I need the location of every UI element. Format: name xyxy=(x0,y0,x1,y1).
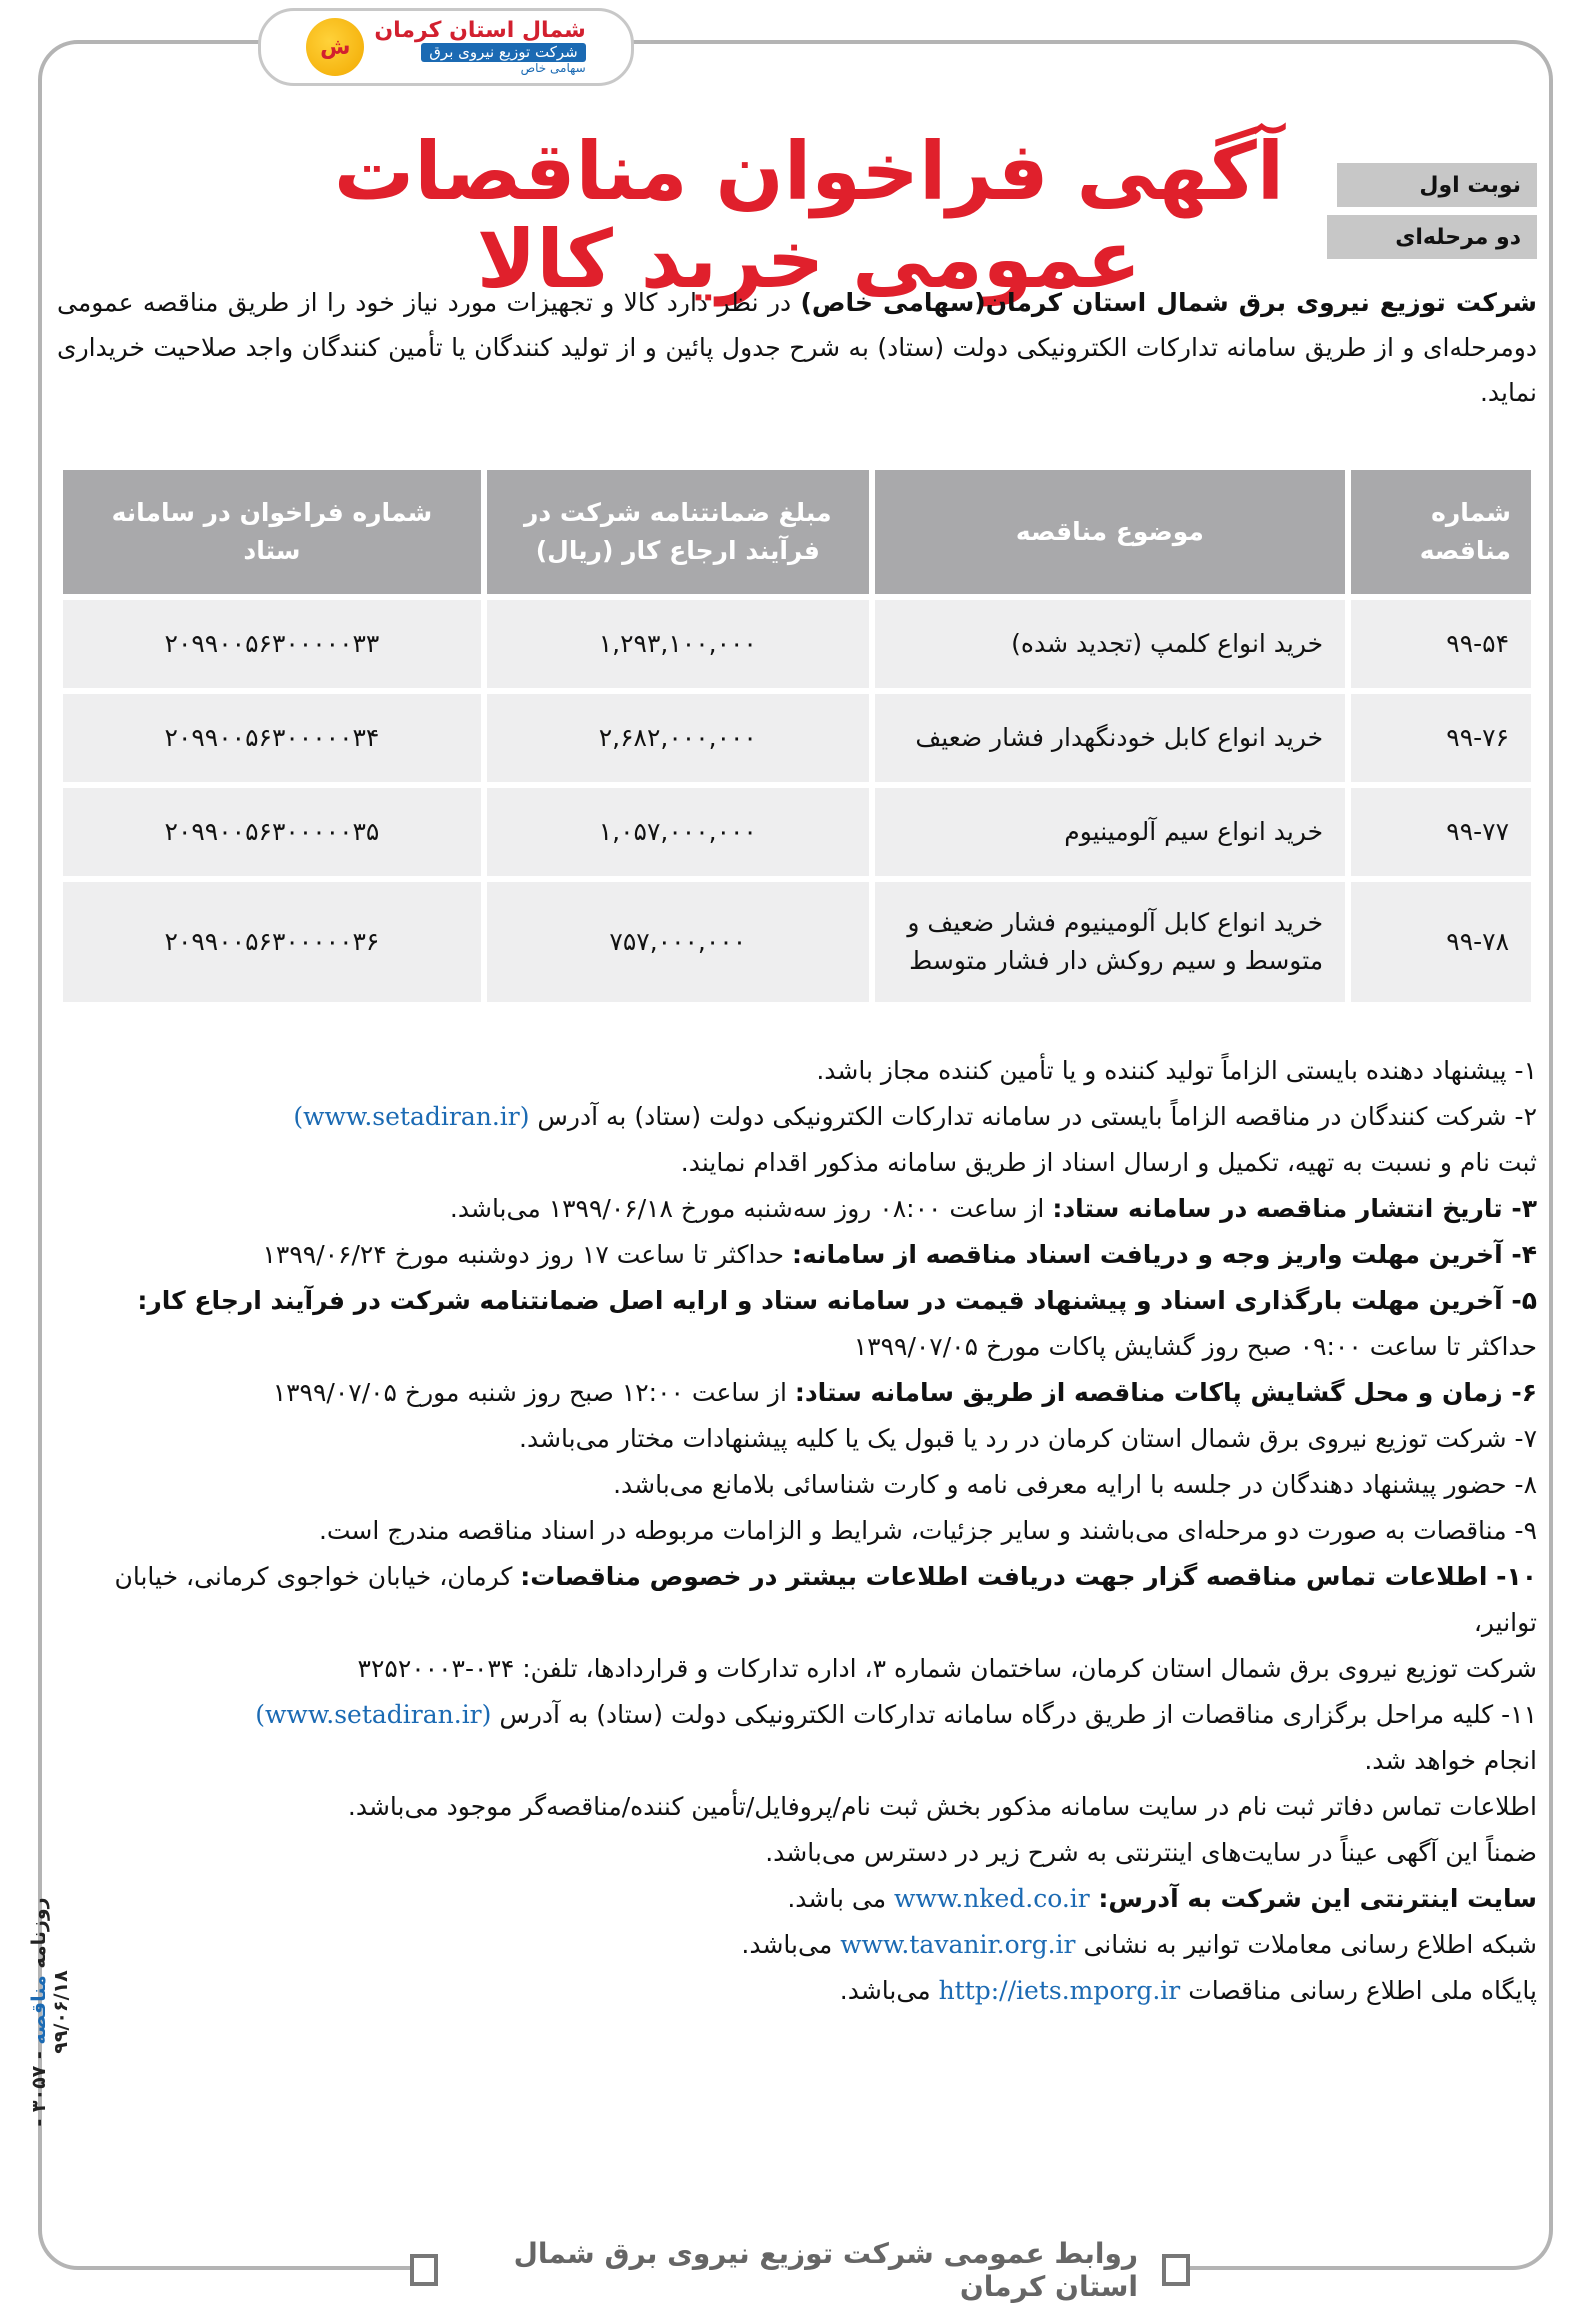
cell-code: ۲۰۹۹۰۰۵۶۳۰۰۰۰۰۳۵ xyxy=(63,788,481,876)
term-11: ۱۱- کلیه مراحل برگزاری مناقصات از طریق درگاه سامانه تدارکات الکترونیکی دولت (ستاد) به آدرس (www.setadiran.ir) xyxy=(255,1700,1537,1729)
note-registration: اطلاعات تماس دفاتر ثبت نام در سایت سامانه مذکور بخش ثبت نام/پروفایل/تأمین کننده/مناقصه‌گر موجود می‌باشد. xyxy=(347,1792,1537,1821)
cell-code: ۲۰۹۹۰۰۵۶۳۰۰۰۰۰۳۴ xyxy=(63,694,481,782)
cell-subject: خرید انواع کابل آلومینیوم فشار ضعیف و متوسط و سیم روکش دار فشار متوسط xyxy=(875,882,1345,1002)
term-4: ۴- آخرین مهلت واریز وجه و دریافت اسناد مناقصه از سامانه: حداکثر تا ساعت ۱۷ روز دوشنبه مورخ ۱۳۹۹/۰۶/۲۴ xyxy=(262,1240,1537,1269)
setadiran-link[interactable]: (www.setadiran.ir) xyxy=(293,1102,530,1131)
term-10-cont: شرکت توزیع نیروی برق شمال استان کرمان، ساختمان شماره ۳، اداره تدارکات و قراردادها، تلفن: ۰۳۴-۳۲۵۲۰۰۰۳ xyxy=(357,1654,1537,1683)
table-row xyxy=(63,694,1531,782)
logo-line-company: شرکت توزیع نیروی برق xyxy=(421,43,585,62)
cell-number: ۹۹-۵۴ xyxy=(1351,600,1531,688)
term-8: ۸- حضور پیشنهاد دهندگان در جلسه با ارایه معرفی نامه و کارت شناسائی بلامانع می‌باشد. xyxy=(613,1470,1537,1499)
table-row xyxy=(63,788,1531,876)
logo-line-region: شمال استان کرمان xyxy=(374,18,586,44)
cell-amount: ۷۵۷,۰۰۰,۰۰۰ xyxy=(487,882,869,1002)
term-3: ۳- تاریخ انتشار مناقصه در سامانه ستاد: از ساعت ۰۸:۰۰ روز سه‌شنبه مورخ ۱۳۹۹/۰۶/۱۸ می‌باشد. xyxy=(449,1194,1537,1223)
newspaper-brand: مناقصه xyxy=(28,1975,50,2045)
term-1: ۱- پیشنهاد دهنده بایستی الزاماً تولید کننده و یا تأمین کننده مجاز باشد. xyxy=(816,1056,1537,1085)
note-tavanir: شبکه اطلاع رسانی معاملات توانیر به نشانی www.tavanir.org.ir می‌باشد. xyxy=(741,1930,1537,1959)
badge-two-stage: دو مرحله‌ای xyxy=(1327,215,1537,259)
logo-mark-icon: ش xyxy=(306,18,364,76)
cell-number: ۹۹-۷۶ xyxy=(1351,694,1531,782)
table-row xyxy=(63,882,1531,1002)
table-header-row xyxy=(63,470,1531,594)
note-company-site: سایت اینترنتی این شرکت به آدرس: www.nked.co.ir می باشد. xyxy=(787,1884,1537,1913)
cell-code: ۲۰۹۹۰۰۵۶۳۰۰۰۰۰۳۳ xyxy=(63,600,481,688)
cell-number: ۹۹-۷۸ xyxy=(1351,882,1531,1002)
nked-link[interactable]: www.nked.co.ir xyxy=(894,1884,1090,1913)
intro-text: در نظر دارد کالا و تجهیزات مورد نیاز خود را از طریق مناقصه عمومی دومرحله‌ای و از طریق سامانه تدارکات الکترونیکی دولت (ستاد) به شرح جدول پائین و از تولید کنندگان یا تأمین کنندگان واجد صلاحیت خریداری نماید. xyxy=(57,288,1537,407)
footer xyxy=(410,2237,1190,2303)
header-subject: موضوع مناقصه xyxy=(875,470,1345,594)
header-amount: مبلغ ضمانتنامه شرکت در فرآیند ارجاع کار (ریال) xyxy=(487,470,869,594)
note-availability: ضمناً این آگهی عیناً در سایت‌های اینترنتی به شرح زیر در دسترس می‌باشد. xyxy=(765,1838,1537,1867)
term-9: ۹- مناقصات به صورت دو مرحله‌ای می‌باشند و سایر جزئیات، شرایط و الزامات مربوطه در اسناد مناقصه مندرج است. xyxy=(318,1516,1537,1545)
cell-subject: خرید انواع کابل خودنگهدار فشار ضعیف xyxy=(875,694,1345,782)
tavanir-link[interactable]: www.tavanir.org.ir xyxy=(840,1930,1076,1959)
cell-amount: ۱,۲۹۳,۱۰۰,۰۰۰ xyxy=(487,600,869,688)
logo-line-type: سهامی خاص xyxy=(520,60,586,75)
iets-link[interactable]: http://iets.mporg.ir xyxy=(938,1976,1181,2005)
footer-square-icon xyxy=(410,2254,438,2286)
cell-amount: ۱,۰۵۷,۰۰۰,۰۰۰ xyxy=(487,788,869,876)
cell-number: ۹۹-۷۷ xyxy=(1351,788,1531,876)
page-title: آگهی فراخوان مناقصات عمومی خرید کالا xyxy=(333,125,1285,306)
header-number: شماره مناقصه xyxy=(1351,470,1531,594)
intro-company: شرکت توزیع نیروی برق شمال استان کرمان(سهامی خاص) xyxy=(800,288,1537,317)
badge-first-round: نوبت اول xyxy=(1337,163,1537,207)
term-2-cont: ثبت نام و نسبت به تهیه، تکمیل و ارسال اسناد از طریق سامانه مذکور اقدام نمایند. xyxy=(680,1148,1537,1177)
table-row xyxy=(63,600,1531,688)
term-6: ۶- زمان و محل گشایش پاکات مناقصه از طریق سامانه ستاد: از ساعت ۱۲:۰۰ صبح روز شنبه مورخ ۱۳۹۹/۰۷/۰۵ xyxy=(272,1378,1537,1407)
term-10: ۱۰- اطلاعات تماس مناقصه گزار جهت دریافت اطلاعات بیشتر در خصوص مناقصات: کرمان، خیابان خواجوی کرمانی، خیابان توانیر، xyxy=(114,1562,1537,1637)
term-11-cont: انجام خواهد شد. xyxy=(1364,1746,1537,1775)
term-5-cont: حداکثر تا ساعت ۰۹:۰۰ صبح روز گشایش پاکات مورخ ۱۳۹۹/۰۷/۰۵ xyxy=(853,1332,1537,1361)
cell-amount: ۲,۶۸۲,۰۰۰,۰۰۰ xyxy=(487,694,869,782)
footer-square-icon xyxy=(1162,2254,1190,2286)
terms-list xyxy=(57,1048,1537,2014)
side-caption: روزنامه مناقصه - ۳۰۵۷ - ۹۹/۰۶/۱۸ xyxy=(28,1897,72,2127)
cell-subject: خرید انواع کلمپ (تجدید شده) xyxy=(875,600,1345,688)
tenders-table xyxy=(57,464,1537,1008)
company-logo xyxy=(258,8,634,86)
intro-paragraph xyxy=(57,280,1537,415)
term-7: ۷- شرکت توزیع نیروی برق شمال استان کرمان در رد یا قبول یک یا کلیه پیشنهادات مختار می‌باشد. xyxy=(519,1424,1537,1453)
header-code: شماره فراخوان در سامانه ستاد xyxy=(63,470,481,594)
note-iets: پایگاه ملی اطلاع رسانی مناقصات http://iets.mporg.ir می‌باشد. xyxy=(839,1976,1537,2005)
cell-code: ۲۰۹۹۰۰۵۶۳۰۰۰۰۰۳۶ xyxy=(63,882,481,1002)
setadiran-link-2[interactable]: (www.setadiran.ir) xyxy=(255,1700,492,1729)
term-2: ۲- شرکت کنندگان در مناقصه الزاماً بایستی در سامانه تدارکات الکترونیکی دولت (ستاد) به آدرس (www.setadiran.ir) xyxy=(293,1102,1537,1131)
term-5: ۵- آخرین مهلت بارگذاری اسناد و پیشنهاد قیمت در سامانه ستاد و ارایه اصل ضمانتنامه شرکت در فرآیند ارجاع کار: xyxy=(137,1286,1537,1315)
cell-subject: خرید انواع سیم آلومینیوم xyxy=(875,788,1345,876)
footer-text: روابط عمومی شرکت توزیع نیروی برق شمال استان کرمان xyxy=(513,2237,1139,2303)
